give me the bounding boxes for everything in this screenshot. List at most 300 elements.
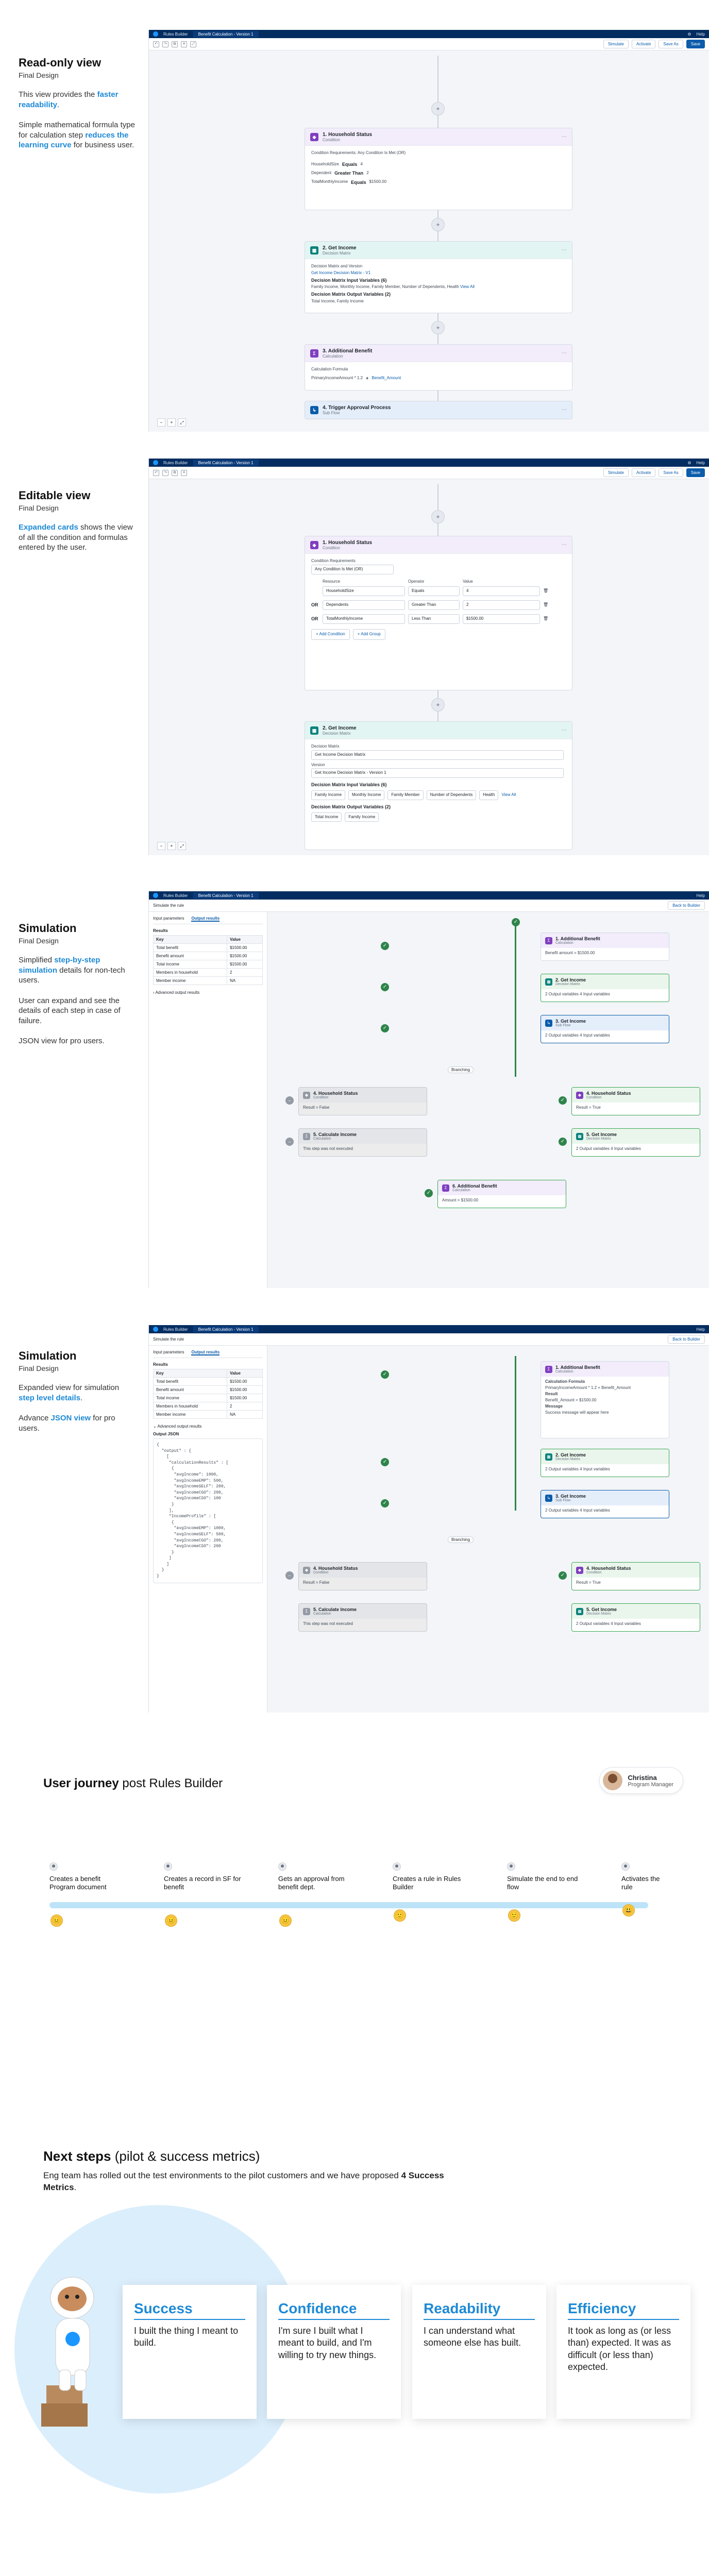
operator: Equals: [342, 161, 358, 167]
cell: NA: [227, 977, 262, 985]
input-list: Family Income, Monthly Income, Family Member, Number of Dependents, Health: [311, 284, 459, 290]
astro-mascot-icon: [36, 2267, 113, 2432]
card-title: 3. Get Income: [555, 1019, 586, 1024]
sim-step-get-income-5[interactable]: [571, 1128, 700, 1157]
copy-icon[interactable]: ⧉: [172, 470, 178, 476]
card-title: 2. Get Income: [555, 1452, 586, 1458]
metric-card-efficiency: [556, 2285, 690, 2419]
formula: PrimaryIncomeAmount * 1.2: [311, 375, 363, 380]
persona-role: Program Manager: [628, 1781, 673, 1788]
sim-step-calculate-income[interactable]: [298, 1128, 427, 1157]
sim-step-additional-benefit[interactable]: [541, 933, 669, 961]
table-row: [154, 1411, 263, 1419]
simulation2-notes: [19, 1350, 137, 1433]
resource-input[interactable]: HouseholdSize: [323, 586, 405, 596]
cell: $1500.00: [227, 1386, 262, 1394]
journey-step: Activates the rule: [621, 1862, 663, 1892]
decision-matrix-icon: ▦: [310, 246, 318, 255]
card-body: Result = False: [303, 1105, 330, 1110]
table-row: [154, 960, 263, 969]
simulate-button[interactable]: Simulate: [603, 468, 629, 477]
metric-description: It took as long as (or less than) expected. It was as difficult (or less than) expected.: [568, 2326, 671, 2372]
advanced-output-toggle[interactable]: › Advanced output results: [153, 990, 200, 995]
pin-icon: [278, 1862, 286, 1871]
save-button[interactable]: Save: [686, 468, 705, 477]
sim-step-get-income-subflow[interactable]: [541, 1490, 669, 1518]
card-subtitle: Condition: [586, 1096, 602, 1099]
step-card-household-status[interactable]: [305, 128, 572, 210]
activate-button[interactable]: Activate: [632, 468, 655, 477]
smile-face-icon: 🙂: [508, 1909, 520, 1922]
tab-benefit-calculation[interactable]: Benefit Calculation - Version 1: [193, 1326, 259, 1333]
results-heading: Results: [153, 1362, 168, 1367]
trash-icon[interactable]: 🗑: [543, 616, 549, 621]
card-title: 1. Additional Benefit: [555, 1365, 600, 1370]
tab-input-parameters[interactable]: Input parameters: [153, 1350, 184, 1354]
help-link[interactable]: Help: [696, 893, 705, 898]
top-bar: [149, 891, 709, 900]
field-label: Decision Matrix: [311, 744, 340, 749]
rules-builder-app: [148, 459, 709, 855]
note-paragraph: JSON view for pro users.: [19, 1037, 105, 1046]
activate-button[interactable]: Activate: [632, 40, 655, 48]
logic-label: OR: [311, 602, 318, 608]
redo-icon[interactable]: ↷: [162, 470, 168, 476]
cell: $1500.00: [227, 1378, 262, 1386]
cell: Total benefit: [154, 944, 227, 952]
card-body: Result = True: [576, 1580, 601, 1585]
card-subtitle: Condition: [313, 1096, 329, 1099]
delete-icon[interactable]: ✕: [181, 470, 187, 476]
skipped-icon: –: [285, 1138, 294, 1146]
sim-toolbar: [149, 1333, 709, 1346]
output-chip: Family Income: [345, 812, 379, 822]
formula-value: PrimaryIncomeAmount * 1.2 + Benefit_Amount: [545, 1385, 631, 1390]
section-heading: Read-only view: [19, 56, 102, 69]
more-icon[interactable]: ⋯: [562, 247, 567, 253]
card-title: 5. Get Income: [586, 1132, 617, 1137]
tab-benefit-calculation[interactable]: Benefit Calculation - Version 1: [193, 460, 259, 466]
cell: 2: [227, 1402, 262, 1411]
app-name: Rules Builder: [163, 460, 188, 465]
check-icon: ✓: [381, 1499, 389, 1507]
version-select[interactable]: Get Income Decision Matrix - Version 1: [311, 768, 564, 778]
step-card-trigger-approval[interactable]: [305, 401, 572, 419]
journey-step: Creates a rule in Rules Builder: [393, 1862, 470, 1892]
value: 2: [366, 170, 369, 175]
save-button[interactable]: Save: [686, 40, 705, 48]
simulate-button[interactable]: Simulate: [603, 40, 629, 48]
resource: HouseholdSize: [311, 161, 339, 166]
calculation-icon: Σ: [545, 937, 552, 944]
next-steps-title: Next steps (pilot & success metrics): [43, 2148, 260, 2164]
decision-matrix-icon: ▦: [576, 1608, 583, 1615]
app-logo-icon: [153, 1327, 158, 1332]
card-body: Result = False: [303, 1580, 330, 1585]
output-chip: Total Income: [311, 812, 342, 822]
card-body: 2 Output variables 4 Input variables: [545, 1467, 610, 1471]
journey-step: Simulate the end to end flow: [507, 1862, 584, 1892]
field-label: Operator: [408, 579, 425, 584]
journey-step: Gets an approval from benefit dept.: [278, 1862, 356, 1892]
tab-input-parameters[interactable]: Input parameters: [153, 916, 184, 921]
card-subtitle: Calculation: [313, 1137, 331, 1141]
results-table: [153, 935, 263, 985]
output-json-viewer[interactable]: { "output" : { [ "calculationResults" : [ { "avgIncome": 1000, "avgIncomeEMP": 500, "avgIncomeSELF": 200, "avgIncomeCGO": 200, "avgIncomeCSO": 100 } ], "IncomeProfile" : [ { "avgIncomeEMP": 1000, "avgIncomeSELF": 500, "avgIncomeCGO": 200, "avgIncomeCSO": 200 } ] ] } }: [153, 1438, 263, 1583]
condition-icon: ◆: [576, 1092, 583, 1099]
app-name: Rules Builder: [163, 1327, 188, 1332]
card-body: Benefit amount = $1500.00: [545, 951, 595, 955]
add-step-icon[interactable]: +: [431, 321, 445, 334]
section-sub: Final Design: [19, 937, 59, 945]
back-to-builder-button[interactable]: Back to Builder: [668, 901, 705, 910]
card-title: 2. Get Income: [555, 977, 586, 982]
copy-icon[interactable]: ⧉: [172, 41, 178, 47]
condition-requirements-select[interactable]: Any Condition Is Met (OR): [311, 565, 394, 574]
happy-face-icon: 😃: [622, 1904, 635, 1917]
operator: Equals: [351, 179, 366, 185]
sim-step-household-false[interactable]: [298, 1562, 427, 1590]
more-icon[interactable]: ⋯: [562, 727, 567, 733]
card-subtitle: Decision Matrix: [586, 1612, 611, 1616]
cell: Total income: [154, 960, 227, 969]
label: Message: [545, 1404, 563, 1409]
redo-icon[interactable]: ↷: [162, 41, 168, 47]
operator-select[interactable]: Greater Than: [408, 600, 460, 610]
table-row: [154, 1402, 263, 1411]
tab-output-results[interactable]: Output results: [191, 916, 220, 921]
sim-header: Simulate the rule: [153, 1337, 184, 1342]
smile-face-icon: 🙂: [394, 1909, 406, 1922]
tab-output-results[interactable]: Output results: [191, 1350, 220, 1354]
zoom-controls: [157, 842, 186, 850]
help-link[interactable]: Help: [696, 1327, 705, 1332]
cell: Total benefit: [154, 1378, 227, 1386]
card-subtitle: Sub Flow: [323, 410, 340, 415]
start-node-icon[interactable]: +: [431, 102, 445, 115]
results-table: [153, 1369, 263, 1419]
sim-step-household-false[interactable]: [298, 1087, 427, 1115]
value-input[interactable]: 4: [463, 586, 540, 596]
flow-canvas: [149, 50, 709, 432]
card-subtitle: Sub Flow: [555, 1499, 571, 1502]
add-group-button[interactable]: + Add Group: [353, 629, 385, 640]
card-title: 5. Calculate Income: [313, 1132, 357, 1137]
sim-step-get-income-5[interactable]: [571, 1603, 700, 1632]
message-value: Success message will appear here: [545, 1410, 609, 1415]
app-name: Rules Builder: [163, 893, 188, 898]
delete-icon[interactable]: ✕: [181, 41, 187, 47]
resource-input[interactable]: TotalMonthlyIncome: [323, 614, 405, 624]
skipped-icon: –: [285, 1571, 294, 1580]
card-title: 4. Household Status: [586, 1091, 631, 1096]
matrix-link[interactable]: Get Income Decision Matrix - V1: [311, 270, 371, 275]
sim-step-get-income[interactable]: [541, 974, 669, 1002]
card-subtitle: Calculation: [452, 1189, 470, 1192]
sim-step-household-true[interactable]: [571, 1562, 700, 1590]
card-subtitle: Calculation: [555, 1370, 573, 1374]
card-title: 2. Get Income: [323, 245, 357, 251]
column-header: Value: [227, 936, 262, 944]
card-title: 1. Household Status: [323, 131, 373, 138]
journey-track: [49, 1902, 648, 1908]
metric-title: Readability: [424, 2300, 535, 2320]
check-icon: ✓: [381, 983, 389, 991]
editable-notes: [19, 489, 137, 553]
condition-icon: ◆: [576, 1567, 583, 1574]
check-icon: ✓: [381, 1024, 389, 1032]
card-body: Result = True: [576, 1105, 601, 1110]
pin-icon: [507, 1862, 515, 1871]
metric-title: Success: [134, 2300, 245, 2320]
column-header: Key: [154, 1369, 227, 1378]
decision-matrix-icon: ▦: [310, 726, 318, 735]
toolbar: [149, 467, 709, 479]
pin-icon: [393, 1862, 401, 1871]
calculation-icon: Σ: [310, 349, 318, 358]
cell: $1500.00: [227, 944, 262, 952]
decision-matrix-select[interactable]: Get Income Decision Matrix: [311, 750, 564, 760]
app-logo-icon: [153, 31, 158, 37]
help-link[interactable]: Help: [696, 31, 705, 37]
add-step-icon[interactable]: +: [431, 218, 445, 231]
toolbar: [149, 38, 709, 50]
more-icon[interactable]: ⋯: [562, 542, 567, 548]
note-paragraph: Simple mathematical formula type for calculation step reduces the learning curve for business user.: [19, 121, 135, 150]
card-subtitle: Sub Flow: [555, 1024, 571, 1027]
simulation-panel: [149, 1346, 267, 1713]
condition-requirements: Condition Requirements: Any Condition Is Met (OR): [311, 150, 406, 155]
cell: $1500.00: [227, 1394, 262, 1402]
sim-step-household-true[interactable]: [571, 1087, 700, 1115]
decision-matrix-icon: ▦: [545, 978, 552, 986]
label: Decision Matrix Input Variables (6): [311, 782, 387, 788]
fit-icon[interactable]: ⤢: [178, 418, 186, 427]
next-steps-subtitle: Eng team has rolled out the test environments to the pilot customers and we have proposed 4 Success Metrics.: [43, 2171, 444, 2192]
step-card-household-status-expanded[interactable]: [305, 536, 572, 690]
operator-select[interactable]: Less Than: [408, 614, 460, 624]
metric-description: I'm sure I built what I meant to build, and I'm willing to try new things.: [278, 2326, 377, 2360]
cell: Total income: [154, 1394, 227, 1402]
table-row: [154, 944, 263, 952]
zoom-in-icon[interactable]: +: [167, 418, 176, 427]
save-as-button[interactable]: Save As: [659, 40, 683, 48]
input-chip: Health: [479, 790, 498, 800]
more-icon[interactable]: ⋯: [562, 350, 567, 356]
step-card-additional-benefit[interactable]: [305, 344, 572, 391]
more-icon[interactable]: ⋯: [562, 134, 567, 140]
operator-select[interactable]: Equals: [408, 586, 460, 596]
resource: TotalMonthlyIncome: [311, 179, 348, 184]
cell: Member income: [154, 1411, 227, 1419]
condition-icon: ◆: [303, 1567, 310, 1574]
card-title: 1. Household Status: [323, 539, 373, 546]
sim-step-additional-benefit-6[interactable]: [437, 1180, 566, 1208]
executed-path: [515, 922, 516, 1077]
resource: Dependent: [311, 170, 332, 175]
neutral-face-icon: 😐: [50, 1914, 63, 1927]
section-sub: Final Design: [19, 504, 59, 513]
condition-icon: ◆: [310, 541, 318, 549]
input-chip: Family Member: [387, 790, 423, 800]
top-bar: [149, 459, 709, 467]
column-header: Value: [227, 1369, 262, 1378]
card-subtitle: Decision Matrix: [586, 1137, 611, 1141]
sim-step-additional-benefit-expanded[interactable]: [541, 1361, 669, 1438]
card-body: 2 Output variables 4 Input variables: [576, 1621, 641, 1626]
results-heading: Results: [153, 928, 168, 933]
cell: Members in household: [154, 969, 227, 977]
fit-icon[interactable]: ⤢: [178, 842, 186, 850]
label: Calculation Formula: [545, 1379, 585, 1384]
decision-matrix-icon: ▦: [545, 1453, 552, 1461]
value-input[interactable]: 2: [463, 600, 540, 610]
field-label: Condition Requirements: [311, 558, 356, 563]
note-paragraph: Simplified step-by-step simulation details for non-tech users.: [19, 956, 125, 985]
pin-icon: [164, 1862, 172, 1871]
output-json-label: Output JSON: [153, 1432, 179, 1436]
card-subtitle: Condition: [313, 1571, 329, 1574]
user-journey-section: [0, 1716, 709, 1958]
step-card-get-income[interactable]: [305, 241, 572, 313]
gear-icon[interactable]: ⚙: [687, 460, 691, 465]
view-all-link[interactable]: View All: [501, 792, 516, 797]
gear-icon[interactable]: ⚙: [687, 31, 691, 37]
view-all-link[interactable]: View All: [460, 284, 475, 290]
avatar: [603, 1771, 622, 1790]
zoom-out-icon[interactable]: −: [157, 842, 165, 850]
advanced-output-toggle[interactable]: ⌄ Advanced output results: [153, 1424, 202, 1429]
table-row: [154, 1386, 263, 1394]
start-node-icon[interactable]: +: [431, 510, 445, 523]
note-paragraph: This view provides the faster readability.: [19, 90, 119, 109]
card-subtitle: Calculation: [555, 941, 573, 945]
card-subtitle: Calculation: [313, 1612, 331, 1616]
note-paragraph: User can expand and see the details of each step in case of failure.: [19, 996, 121, 1025]
pin-icon: [49, 1862, 58, 1871]
card-title: 4. Household Status: [313, 1566, 358, 1571]
cell: Benefit amount: [154, 952, 227, 960]
check-icon: ✓: [381, 1458, 389, 1466]
undo-icon[interactable]: ↶: [153, 41, 159, 47]
decision-matrix-icon: ▦: [576, 1133, 583, 1140]
calculation-icon: Σ: [303, 1608, 310, 1615]
input-chip: Family Income: [311, 790, 345, 800]
add-step-icon[interactable]: +: [431, 698, 445, 711]
step-card-get-income-expanded[interactable]: [305, 721, 572, 850]
card-body: Amount = $1500.00: [442, 1198, 479, 1202]
help-link[interactable]: Help: [696, 460, 705, 465]
sim-step-calculate-income[interactable]: [298, 1603, 427, 1632]
note-paragraph: Advance JSON view for pro users.: [19, 1414, 115, 1433]
card-subtitle: Decision Matrix: [323, 731, 351, 736]
back-to-builder-button[interactable]: Back to Builder: [668, 1335, 705, 1344]
card-subtitle: Calculation: [323, 353, 343, 359]
sim-step-get-income[interactable]: [541, 1449, 669, 1477]
app-logo-icon: [153, 460, 158, 465]
cell: $1500.00: [227, 960, 262, 969]
card-title: 6. Additional Benefit: [452, 1183, 497, 1189]
card-title: 4. Household Status: [586, 1566, 631, 1571]
card-subtitle: Condition: [323, 137, 340, 142]
cell: Member income: [154, 977, 227, 985]
card-title: 5. Calculate Income: [313, 1607, 357, 1612]
save-as-button[interactable]: Save As: [659, 468, 683, 477]
undo-icon[interactable]: ↶: [153, 470, 159, 476]
more-icon[interactable]: ⋯: [562, 407, 567, 413]
cell: 2: [227, 969, 262, 977]
zoom-icon[interactable]: ⤢: [190, 41, 196, 47]
simulation-panel: [149, 912, 267, 1288]
neutral-face-icon: 😐: [279, 1914, 292, 1927]
result-value: Benefit_Amount = $1500.00: [545, 1398, 597, 1402]
sim-step-get-income-subflow[interactable]: [541, 1015, 669, 1043]
metric-card-success: [123, 2285, 257, 2419]
label: Decision Matrix Input Variables (6): [311, 277, 387, 283]
check-icon: ✓: [425, 1189, 433, 1197]
card-title: 3. Get Income: [555, 1494, 586, 1499]
zoom-in-icon[interactable]: +: [167, 842, 176, 850]
metric-description: I built the thing I meant to build.: [134, 2326, 239, 2348]
cell: NA: [227, 1411, 262, 1419]
metric-title: Confidence: [278, 2300, 390, 2320]
section-sub: Final Design: [19, 71, 59, 80]
tab-benefit-calculation[interactable]: Benefit Calculation - Version 1: [193, 31, 259, 38]
label: Result: [545, 1392, 558, 1396]
simulation-notes: [19, 922, 137, 1046]
section-heading: Simulation: [19, 922, 77, 935]
input-chip: Number of Dependents: [427, 790, 477, 800]
card-body: 2 Output variables 4 Input variables: [545, 1508, 610, 1513]
card-title: 1. Additional Benefit: [555, 936, 600, 941]
read-only-notes: [19, 57, 137, 150]
section-heading: Editable view: [19, 489, 91, 502]
trash-icon[interactable]: 🗑: [543, 602, 549, 607]
top-bar: [149, 1325, 709, 1333]
simulation-expanded-section: [0, 1293, 709, 1716]
calculation-icon: Σ: [545, 1366, 552, 1373]
editable-section: [0, 438, 709, 860]
app-logo-icon: [153, 893, 158, 898]
check-icon: ✓: [559, 1138, 567, 1146]
field-label: Resource: [323, 579, 341, 584]
pin-icon: [621, 1862, 630, 1871]
card-subtitle: Condition: [323, 545, 340, 550]
check-icon: ✓: [559, 1096, 567, 1105]
executed-path: [515, 1356, 516, 1511]
trash-icon[interactable]: 🗑: [543, 588, 549, 594]
resource-input[interactable]: Dependents: [323, 600, 405, 610]
card-body: This step was not executed: [303, 1621, 353, 1626]
read-only-section: [0, 0, 709, 438]
value-input[interactable]: $1500.00: [463, 614, 540, 624]
sim-toolbar: [149, 900, 709, 912]
journey-step: Creates a benefit Program document: [49, 1862, 127, 1892]
persona-chip: [599, 1767, 683, 1794]
simulation-section: [0, 860, 709, 1293]
zoom-out-icon[interactable]: −: [157, 418, 165, 427]
tab-benefit-calculation[interactable]: Benefit Calculation - Version 1: [193, 892, 259, 899]
logic-label: OR: [311, 616, 318, 622]
metric-title: Efficiency: [568, 2300, 679, 2320]
formula-variable: Benefit_Amount: [372, 375, 401, 380]
sim-header: Simulate the rule: [153, 903, 184, 908]
subflow-icon: ↳: [545, 1020, 552, 1027]
input-chip: Monthly Income: [348, 790, 384, 800]
add-condition-button[interactable]: + Add Condition: [311, 629, 350, 640]
table-row: [154, 1378, 263, 1386]
top-bar: [149, 30, 709, 38]
